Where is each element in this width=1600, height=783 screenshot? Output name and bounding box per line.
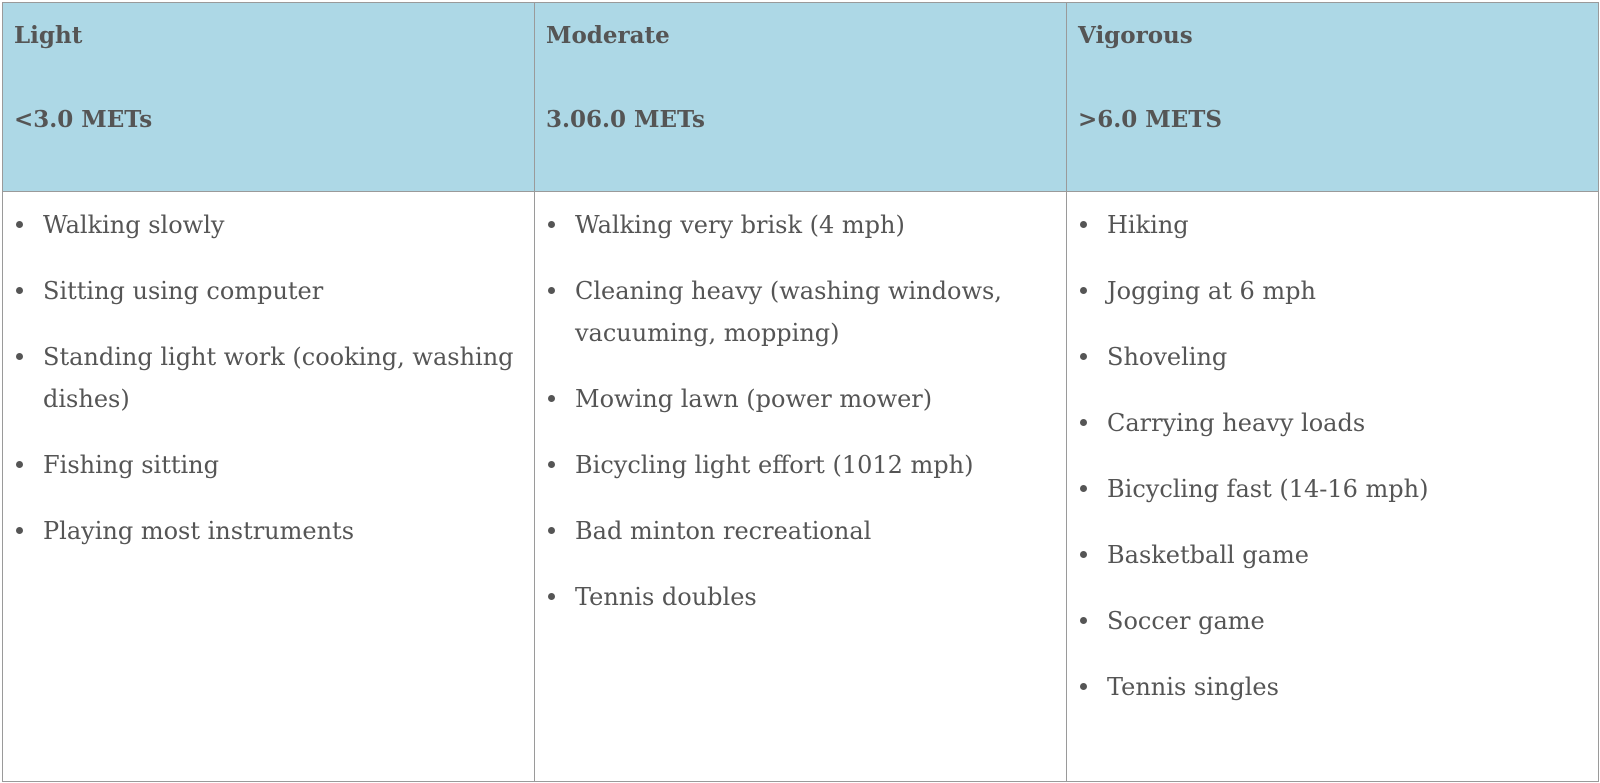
activity-label: Soccer game [1107,607,1265,635]
bullet-icon [1080,683,1087,690]
activity-label: Carrying heavy loads [1107,409,1366,437]
bullet-icon [1080,617,1087,624]
activity-label: Basketball game [1107,541,1309,569]
activities-row [3,192,1599,782]
activity-label: Bad minton recreational [575,517,872,545]
list-item [1078,336,1588,378]
bullet-icon [1080,485,1087,492]
activity-label: Tennis singles [1107,673,1279,701]
column-met-range: <3.0 METs [14,106,153,133]
cell-vigorous-activities [1067,192,1599,782]
list-item [546,576,1056,618]
list-item [1078,600,1588,642]
cell-moderate-activities [535,192,1067,782]
activity-label: Walking slowly [43,211,225,239]
list-item [546,510,1056,552]
activity-label: Fishing sitting [43,451,220,479]
list-item [1078,270,1588,312]
list-item [1078,468,1588,510]
list-item [546,378,1056,420]
column-title: Moderate [546,22,670,49]
column-title: Vigorous [1078,22,1193,49]
column-title: Light [14,22,83,49]
activity-label: Hiking [1107,211,1189,239]
list-item [546,270,1056,354]
bullet-icon [1080,353,1087,360]
column-met-range: >6.0 METS [1078,106,1223,133]
list-item [1078,204,1588,246]
bullet-icon [548,395,555,402]
header-moderate [535,3,1067,192]
bullet-icon [16,461,23,468]
activity-label: Bicycling light effort (1012 mph) [575,451,974,479]
list-item [1078,534,1588,576]
activity-label: Walking very brisk (4 mph) [575,211,905,239]
activity-label: Shoveling [1107,343,1228,371]
header-light [3,3,535,192]
bullet-icon [16,287,23,294]
bullet-icon [16,527,23,534]
activity-list [546,204,1056,618]
activity-label: Cleaning heavy (washing windows, vacuuming, mopping) [575,277,1002,347]
bullet-icon [1080,551,1087,558]
activity-list [1078,204,1588,708]
header-row [3,3,1599,192]
list-item [546,444,1056,486]
bullet-icon [548,593,555,600]
bullet-icon [548,461,555,468]
list-item [546,204,1056,246]
list-item [14,444,524,486]
list-item [1078,402,1588,444]
activity-label: Playing most instruments [43,517,355,545]
bullet-icon [16,221,23,228]
bullet-icon [548,527,555,534]
cell-light-activities [3,192,535,782]
column-met-range: 3.06.0 METs [546,106,705,133]
activity-label: Mowing lawn (power mower) [575,385,933,413]
bullet-icon [16,353,23,360]
activity-label: Standing light work (cooking, washing dishes) [43,343,514,413]
list-item [14,510,524,552]
list-item [14,270,524,312]
bullet-icon [1080,221,1087,228]
activity-list [14,204,524,552]
activity-label: Tennis doubles [575,583,757,611]
list-item [14,204,524,246]
bullet-icon [1080,287,1087,294]
list-item [14,336,524,420]
activity-intensity-table [2,2,1599,782]
bullet-icon [548,287,555,294]
activity-label: Sitting using computer [43,277,324,305]
activity-label: Bicycling fast (14-16 mph) [1107,475,1429,503]
bullet-icon [548,221,555,228]
header-vigorous [1067,3,1599,192]
bullet-icon [1080,419,1087,426]
list-item [1078,666,1588,708]
activity-label: Jogging at 6 mph [1107,277,1316,305]
